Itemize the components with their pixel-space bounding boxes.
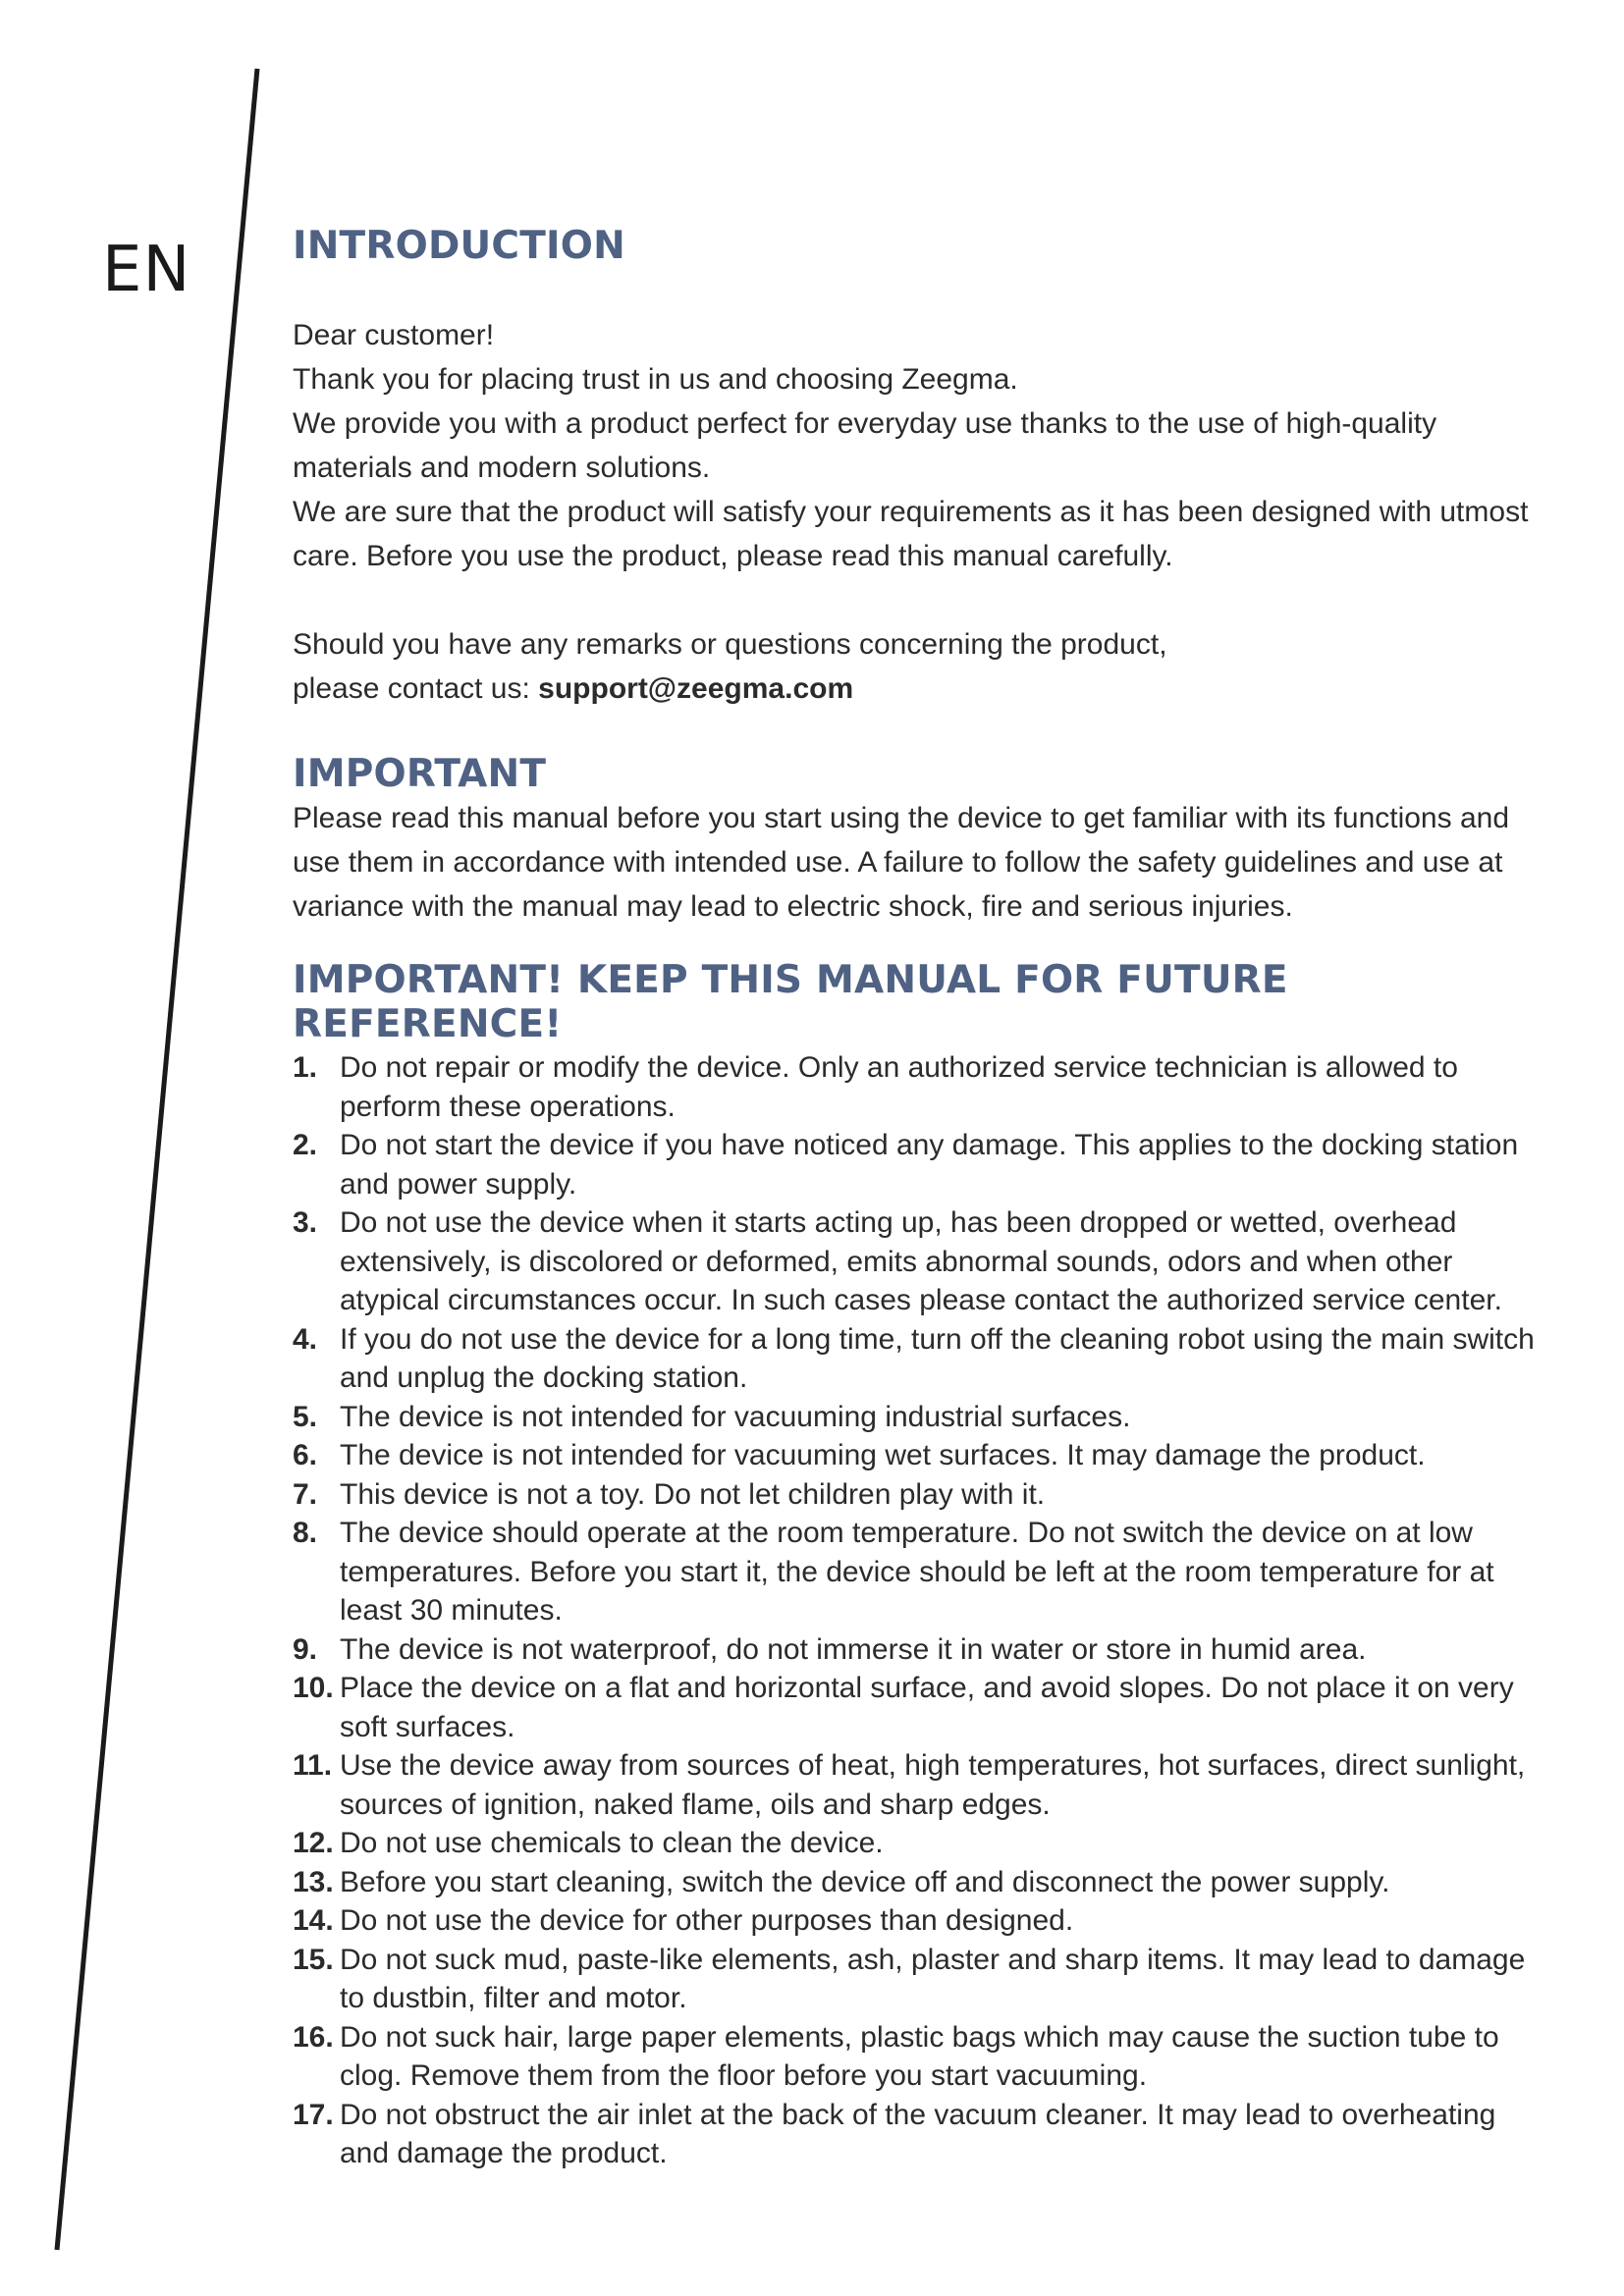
rule-number: 13.	[293, 1865, 334, 1898]
rule-number: 6.	[293, 1439, 318, 1471]
safety-rule-item	[293, 1203, 1540, 1320]
rule-number: 17.	[293, 2098, 334, 2131]
rule-text: The device is not intended for vacuuming wet surfaces. It may damage the product.	[340, 1439, 1426, 1471]
rule-text: The device is not waterproof, do not immerse it in water or store in humid area.	[340, 1632, 1367, 1666]
safety-rule-item	[293, 1126, 1540, 1203]
safety-rule-item	[293, 2096, 1540, 2173]
language-code: EN	[102, 234, 191, 306]
safety-rule-item	[293, 1901, 1540, 1941]
rule-text: Before you start cleaning, switch the device off and disconnect the power supply.	[340, 1865, 1390, 1898]
intro-paragraph-2: We are sure that the product will satisfy your requirements as it has been designed with utmost care. Before you use the product, please read this manual carefully.	[293, 496, 1529, 572]
greeting-text: Dear customer!	[293, 319, 495, 351]
rule-text: The device is not intended for vacuuming industrial surfaces.	[340, 1400, 1131, 1433]
rule-number: 11.	[293, 1749, 333, 1782]
safety-rule-item	[293, 1941, 1540, 2018]
important-text: Please read this manual before you start using the device to get familiar with its functions and use them in accordance with intended use. A failure to follow the safety guidelines and use at variance with the manual may lead to electric shock, fire and serious injuries.	[293, 802, 1510, 923]
safety-rule-item	[293, 1514, 1540, 1630]
rule-text: Do not use the device when it starts acting up, has been dropped or wetted, overhead extensively, is discolored or deformed, emits abnormal sounds, odors and when other atypical circumstances occur. In such cases please contact the authorized service center.	[340, 1206, 1502, 1316]
safety-rule-item	[293, 1436, 1540, 1475]
important-heading: IMPORTANT	[293, 752, 547, 796]
safety-rule-item	[293, 1669, 1540, 1746]
support-email-link[interactable]: support@zeegma.com	[538, 672, 854, 705]
thanks-text: Thank you for placing trust in us and choosing Zeegma.	[293, 363, 1018, 396]
rule-text: Do not repair or modify the device. Only an authorized service technician is allowed to perform these operations.	[340, 1051, 1458, 1123]
rule-number: 9.	[293, 1632, 318, 1666]
safety-rule-item	[293, 1746, 1540, 1824]
rule-number: 1.	[293, 1051, 318, 1084]
safety-rule-item	[293, 1320, 1540, 1398]
rule-text: Do not suck mud, paste-like elements, ash, plaster and sharp items. It may lead to damage to dustbin, filter and motor.	[340, 1943, 1526, 2014]
rule-text: Use the device away from sources of heat, high temperatures, hot surfaces, direct sunlight, sources of ignition, naked flame, oils and sharp edges.	[340, 1749, 1526, 1821]
safety-rule-item	[293, 2018, 1540, 2096]
rule-text: Place the device on a flat and horizontal surface, and avoid slopes. Do not place it on very soft surfaces.	[340, 1672, 1514, 1743]
rule-number: 4.	[293, 1322, 318, 1356]
rule-number: 15.	[293, 1943, 334, 1976]
rule-text: Do not start the device if you have noticed any damage. This applies to the docking station and power supply.	[340, 1129, 1519, 1201]
safety-rule-item	[293, 1048, 1540, 1126]
safety-rule-item	[293, 1630, 1540, 1670]
introduction-heading: INTRODUCTION	[293, 224, 625, 268]
rule-text: The device should operate at the room temperature. Do not switch the device on at low temperatures. Before you start it, the device should be left at the room temperature for at least 30 minutes.	[340, 1517, 1494, 1627]
rule-text: Do not obstruct the air inlet at the back of the vacuum cleaner. It may lead to overheating and damage the product.	[340, 2098, 1496, 2169]
rule-number: 12.	[293, 1827, 334, 1859]
safety-rule-item	[293, 1398, 1540, 1437]
safety-rule-item	[293, 1863, 1540, 1902]
contact-prefix: please contact us:	[293, 672, 539, 705]
rule-number: 2.	[293, 1129, 318, 1161]
contact-email-line	[293, 667, 1540, 711]
rule-text: Do not suck hair, large paper elements, plastic bags which may cause the suction tube to clog. Remove them from the floor before you start vacuuming.	[340, 2020, 1499, 2092]
rule-text: If you do not use the device for a long time, turn off the cleaning robot using the main switch and unplug the docking station.	[340, 1322, 1535, 1394]
rule-text: This device is not a toy. Do not let children play with it.	[340, 1477, 1046, 1511]
safety-rule-item	[293, 1824, 1540, 1863]
contact-line: Should you have any remarks or questions concerning the product,	[293, 628, 1167, 661]
rule-number: 14.	[293, 1904, 334, 1937]
rule-text: Do not use chemicals to clean the device.	[340, 1827, 884, 1859]
safety-rule-item	[293, 1475, 1540, 1515]
rule-text: Do not use the device for other purposes than designed.	[340, 1904, 1074, 1937]
keep-manual-heading: IMPORTANT! KEEP THIS MANUAL FOR FUTURE REFERENCE!	[293, 958, 1288, 1046]
rule-number: 5.	[293, 1400, 318, 1433]
rule-number: 16.	[293, 2020, 334, 2054]
safety-rules-list	[293, 1048, 1540, 2173]
intro-paragraph-1: We provide you with a product perfect for everyday use thanks to the use of high-quality materials and modern solutions.	[293, 407, 1437, 484]
manual-content	[293, 224, 1540, 2173]
rule-number: 10.	[293, 1672, 334, 1704]
rule-number: 3.	[293, 1206, 318, 1239]
rule-number: 8.	[293, 1517, 318, 1549]
rule-number: 7.	[293, 1477, 318, 1511]
